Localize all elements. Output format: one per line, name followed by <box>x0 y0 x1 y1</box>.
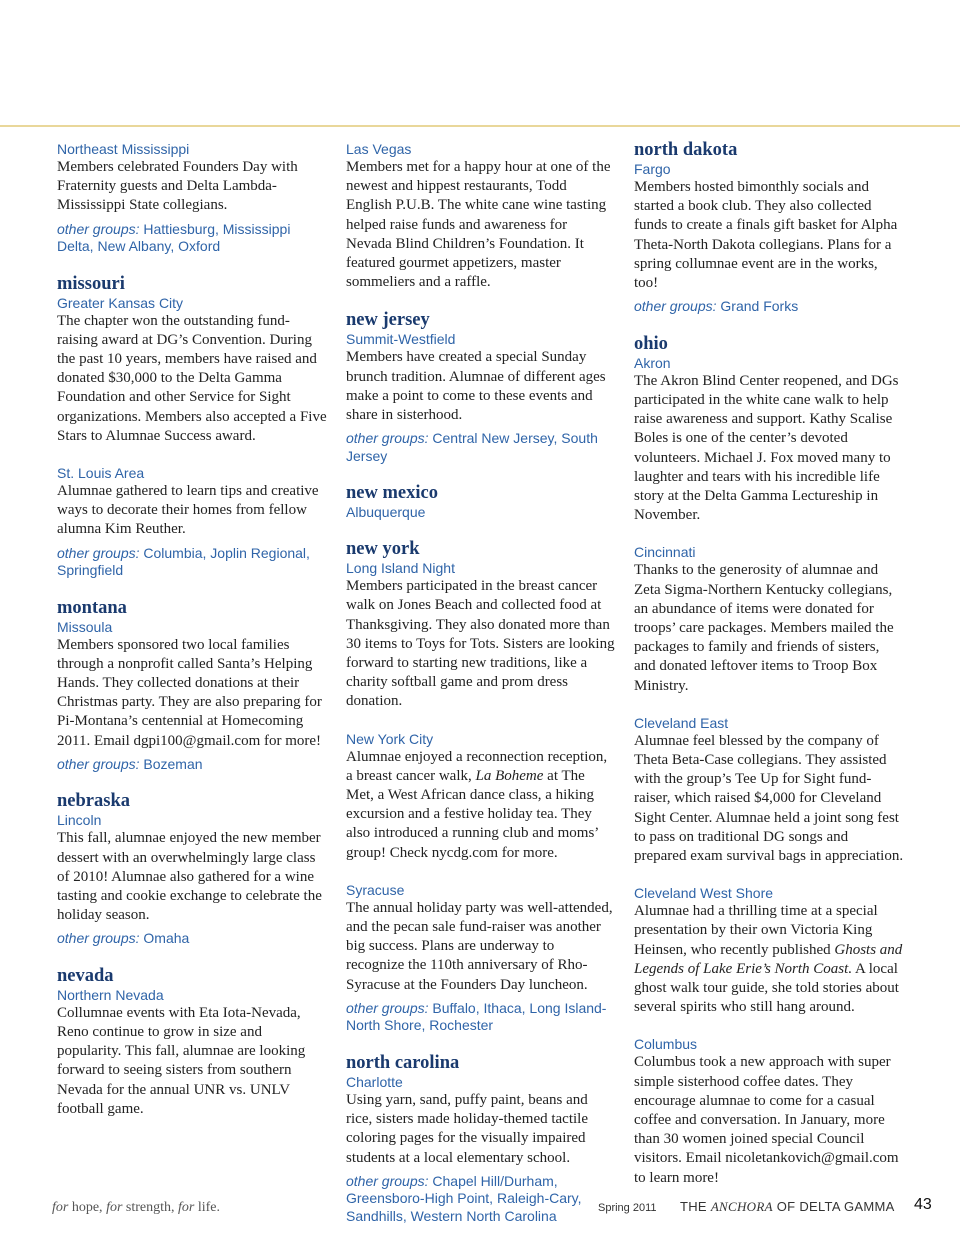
entry-cincinnati <box>634 543 904 695</box>
state-nevada <box>57 966 327 1119</box>
chapter-text: Members sponsored two local families through a nonprofit called Santa’s Helping Hands. They collected donations at their Christmas party. They are also preparing for Pi-Montana’s centennial at Homecoming 2011. Email dgpi100@gmail.com for more! <box>57 636 322 749</box>
chapter-text: Members have created a special Sunday brunch tradition. Alumnae of different ages make a point to come to these events and share in sisterhood. <box>346 349 606 424</box>
other-groups-list: Hattiesburg, Mississippi Delta, New Albany, Oxford <box>57 220 291 255</box>
state-ohio <box>634 334 904 1188</box>
other-groups-list: Central New Jersey, South Jersey <box>346 430 598 464</box>
chapter-text: Members celebrated Founders Day with Fraternity guests and Delta Lambda-Mississippi State collegians. <box>57 159 298 214</box>
magazine-title-part: OF DELTA GAMMA <box>772 1199 895 1214</box>
chapter-name: Cleveland East <box>634 714 729 731</box>
chapter-name: Greater Kansas City <box>57 294 184 311</box>
other-groups <box>57 221 327 256</box>
chapter-name: Charlotte <box>346 1073 403 1090</box>
chapter-text <box>346 748 616 863</box>
state-north-dakota <box>634 140 904 316</box>
chapter-name: Long Island Night <box>346 560 455 577</box>
other-groups-label: other groups: <box>57 220 140 237</box>
tagline-word: life. <box>194 1200 221 1215</box>
page-number: 43 <box>914 1196 932 1213</box>
chapter-text: The annual holiday party was well-attended, and the pecan sale fund-raiser was another big success. Plans are underway to recognize the 110th anniversary of Rho-Syracuse at the Founders Day luncheon. <box>346 899 613 993</box>
other-groups-list: Bozeman <box>139 755 203 772</box>
other-groups-label: other groups: <box>57 930 140 947</box>
chapter-text: Members met for a happy hour at one of the newest and hippest restaurants, Todd English P.U.B. The white cane wine tasting helped raise funds and awareness for Nevada Blind Children’s Foundation. It featured gourmet appetizers, master sommeliers and a raffle. <box>346 159 611 291</box>
chapter-name: Akron <box>634 354 671 371</box>
other-groups-label: other groups: <box>346 430 429 447</box>
chapter-text: Columbus took a new approach with super simple sisterhood coffee dates. They encourage alumnae to come for a casual coffee and conversation. In January, more than 30 women joined special Council visitors. Email nicoletankovich@gmail.com to learn more! <box>634 1054 899 1186</box>
book-title: Ghosts and Legends of Lake Erie’s North Coast. <box>634 941 903 977</box>
entry-greater-kansas-city <box>57 294 327 446</box>
other-groups-list: Chapel Hill/Durham, Greensboro-High Point, Raleigh-Cary, Sandhills, Western North Carolina <box>346 1172 582 1224</box>
chapter-text: Alumnae feel blessed by the company of Theta Beta-Case collegians. They assisted with the group’s Tee Up for Sight fund-raiser, which raised $4,000 for Cleveland Sight Center. Alumnae held a joint song fest to pass on traditional DG songs and prepared exam survival bags in appreciation. <box>634 732 904 864</box>
column-2 <box>346 140 616 1243</box>
other-groups <box>346 430 616 465</box>
other-groups <box>634 298 904 316</box>
magazine-title-part: ANCHORA <box>710 1199 773 1214</box>
state-montana <box>57 598 327 774</box>
entry-las-vegas <box>346 140 616 292</box>
state-heading: new mexico <box>346 483 438 504</box>
chapter-text-part: Alumnae enjoyed a reconnection reception, a breast cancer walk, <box>346 748 608 784</box>
chapter-text-part: at The Met, a West African dance class, a hiking excursion and a festive holiday tea. They also introduced a running club and moms’ group! Check nycdg.com for more. <box>346 767 599 861</box>
state-north-carolina <box>346 1053 616 1225</box>
other-groups-label: other groups: <box>346 1172 429 1189</box>
chapter-text: Collumnae events with Eta Iota-Nevada, Reno continue to grow in size and popularity. This fall, alumnae are looking forward to seeing sisters from southern Nevada for the annual UNR vs. UNLV football game. <box>57 1004 306 1117</box>
issue-date: Spring 2011 <box>598 1202 657 1214</box>
other-groups-list: Columbia, Joplin Regional, Springfield <box>57 544 310 579</box>
other-groups-label: other groups: <box>57 544 140 561</box>
tagline-word: strength, <box>122 1200 179 1215</box>
tagline-word: for <box>178 1200 195 1215</box>
chapter-text: The chapter won the outstanding fund-raising award at DG’s Convention. During the past 10 years, members have raised and donated $30,000 to the Delta Gamma Foundation and other Service for Sight organizations. Members also accepted a Five Stars to Alumnae Success award. <box>57 312 327 444</box>
chapter-text: Using yarn, sand, puffy paint, beans and rice, sisters made holiday-themed tactile coloring pages for the visually impaired students at a local elementary school. <box>346 1091 588 1166</box>
tagline-word: for <box>106 1200 123 1215</box>
chapter-text: Thanks to the generosity of alumnae and Zeta Sigma-Northern Kentucky collegians, an abundance of items were donated for troops’ care packages. Members mailed the packages to family and friends of sisters, and donated leftover items to Troop Box Ministry. <box>634 562 894 694</box>
chapter-name: Lincoln <box>57 812 102 829</box>
state-heading: nebraska <box>57 791 130 812</box>
column-1 <box>57 140 327 1137</box>
footer-tagline <box>52 1200 220 1216</box>
entry-northeast-mississippi <box>57 140 327 256</box>
chapter-text <box>634 902 904 1017</box>
state-heading: montana <box>57 597 127 618</box>
chapter-text: Members participated in the breast cancer walk on Jones Beach and collected food at Thanksgiving. They also donated more than 30 items to Toys for Tots. Sisters are looking forward to starting new traditions, like a charity softball game and prom dress donation. <box>346 578 615 710</box>
state-heading: missouri <box>57 273 125 294</box>
state-heading: new york <box>346 539 420 560</box>
other-groups-label: other groups: <box>57 755 140 772</box>
other-groups-list: Omaha <box>139 930 190 947</box>
chapter-name: Northern Nevada <box>57 986 164 1003</box>
chapter-name: Fargo <box>634 161 671 177</box>
other-groups-list: Grand Forks <box>716 298 799 315</box>
state-new-york <box>346 539 616 1035</box>
entry-long-island-night <box>346 559 616 711</box>
state-missouri <box>57 274 327 580</box>
magazine-title <box>680 1199 895 1215</box>
state-heading: ohio <box>634 333 668 354</box>
entry-cleveland-east <box>634 714 904 866</box>
magazine-title-part: THE <box>680 1199 711 1214</box>
chapter-name: Missoula <box>57 618 113 635</box>
other-groups <box>57 930 327 948</box>
chapter-name: Albuquerque <box>346 504 426 521</box>
chapter-text-part: Alumnae had a thrilling time at a special presentation by their own Victoria King Heinsen, who recently published <box>634 903 878 958</box>
chapter-name: Columbus <box>634 1036 698 1053</box>
entry-cleveland-west-shore <box>634 884 904 1017</box>
chapter-text: This fall, alumnae enjoyed the new member dessert with an overwhelmingly large class of 2010! Alumnae also gathered for a wine tasting and cookie exchange to celebrate the holiday season. <box>57 830 322 924</box>
other-groups <box>346 1000 616 1035</box>
other-groups <box>57 756 327 774</box>
entry-syracuse <box>346 881 616 1035</box>
tagline-word: for <box>52 1200 69 1215</box>
state-heading: nevada <box>57 965 114 986</box>
chapter-text-part: A local ghost walk tour guide, she told stories about several spirits who still hang around. <box>634 960 899 1016</box>
other-groups <box>57 545 327 580</box>
state-heading: new jersey <box>346 310 430 331</box>
state-new-jersey <box>346 310 616 465</box>
chapter-name: Cleveland West Shore <box>634 885 774 902</box>
state-new-mexico <box>346 483 616 521</box>
state-nebraska <box>57 791 327 948</box>
chapter-text: The Akron Blind Center reopened, and DGs participated in the white cane walk to help raise awareness and support. Kathy Scalise Boles is one of the center’s devoted volunteers. Michael J. Fox moved many to laughter and tears with his incredible life story at the Delta Gamma Lectureship in November. <box>634 372 899 524</box>
chapter-name: Syracuse <box>346 881 405 898</box>
other-groups <box>346 1173 616 1226</box>
entry-new-york-city <box>346 730 616 863</box>
chapter-name: New York City <box>346 730 434 747</box>
top-divider <box>0 125 960 127</box>
chapter-text: Alumnae gathered to learn tips and creative ways to decorate their homes from fellow alumna Kim Reuther. <box>57 483 319 538</box>
entry-columbus <box>634 1035 904 1187</box>
entry-akron <box>634 354 904 526</box>
chapter-name: Summit-Westfield <box>346 331 456 348</box>
tagline-word: hope, <box>68 1200 107 1215</box>
chapter-name: Northeast Mississippi <box>57 141 190 157</box>
column-3 <box>634 140 904 1206</box>
state-heading: north carolina <box>346 1052 460 1073</box>
other-groups-label: other groups: <box>346 999 429 1016</box>
chapter-text: Members hosted bimonthly socials and started a book club. They also collected funds to create a finals gift basket for Alpha Theta-North Dakota collegians. Plans for a spring collumnae event are in the works, too! <box>634 179 898 292</box>
chapter-name: St. Louis Area <box>57 465 145 482</box>
chapter-name: Las Vegas <box>346 141 412 157</box>
chapter-name: Cincinnati <box>634 544 696 561</box>
opera-title: La Boheme <box>475 767 544 784</box>
entry-st-louis-area <box>57 464 327 580</box>
other-groups-list: Buffalo, Ithaca, Long Island-North Shore, Rochester <box>346 999 607 1034</box>
state-heading: north dakota <box>634 140 738 160</box>
other-groups-label: other groups: <box>634 298 717 315</box>
